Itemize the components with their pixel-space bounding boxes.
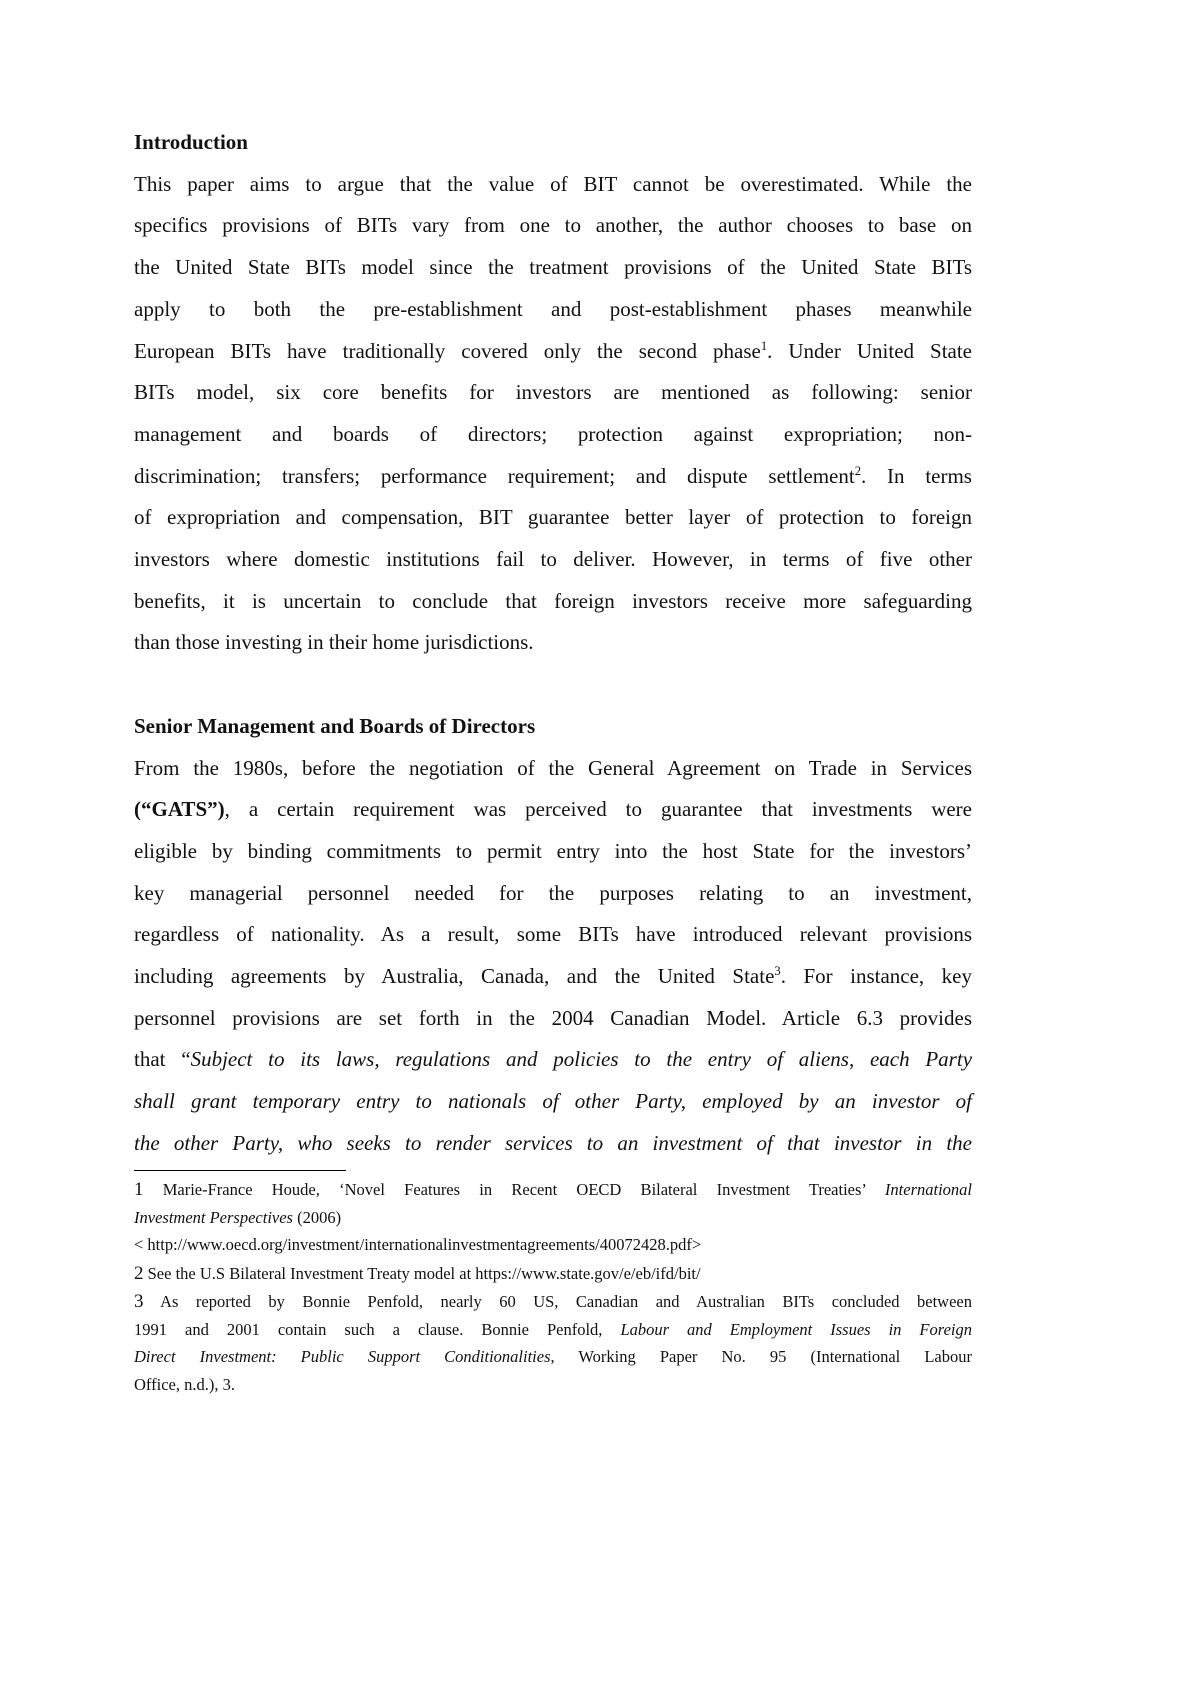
paragraph-line (134, 247, 972, 289)
text-run: investors where domestic institutions fail to deliver. However, in terms of five other (134, 547, 972, 572)
footnote-number: 3 (134, 1291, 144, 1312)
text-run: From the 1980s, before the negotiation of the General Agreement on Trade in Services (134, 755, 972, 780)
text-run: This paper aims to argue that the value of BIT cannot be overestimated. While the (134, 171, 972, 196)
paragraph-line (134, 1081, 972, 1123)
footnote-3 (134, 1288, 972, 1398)
paragraph-line (134, 998, 972, 1040)
text-run: key managerial personnel needed for the purposes relating to an investment, (134, 880, 972, 905)
text-run: Office, n.d.), 3. (134, 1374, 235, 1394)
text-run: See the U.S Bilateral Investment Treaty model at https://www.state.gov/e/eb/ifd/bit/ (143, 1263, 701, 1283)
footnote-2 (134, 1260, 972, 1288)
text-run: Labour and Employment Issues in Foreign (620, 1319, 972, 1339)
text-run: eligible by binding commitments to permit entry into the host State for the investors’ (134, 838, 972, 863)
paragraph-line (134, 331, 972, 373)
text-run: of expropriation and compensation, BIT guarantee better layer of protection to foreign (134, 505, 972, 530)
footnote-reference: 1 (760, 338, 768, 353)
text-run: apply to both the pre-establishment and post-establishment phases meanwhile (134, 296, 972, 321)
text-run: . Under United State (767, 338, 973, 363)
text-run: that “ (134, 1047, 191, 1072)
footnote-reference: 2 (854, 463, 861, 478)
text-run: European BITs have traditionally covered only the second phase (134, 338, 761, 363)
text-run: including agreements by Australia, Canada, and the United State (134, 964, 775, 989)
text-run: Investment Perspectives (134, 1207, 293, 1227)
paragraph-line (134, 164, 972, 206)
text-run: benefits, it is uncertain to conclude that foreign investors receive more safeguarding (134, 588, 972, 613)
paragraph-line (134, 414, 972, 456)
paragraph-line (134, 497, 972, 539)
paragraph-line (134, 831, 972, 873)
text-run: discrimination; transfers; performance requirement; and dispute settlement (134, 463, 855, 488)
footnote-separator (134, 1170, 346, 1171)
text-run: . In terms (861, 463, 972, 488)
footnote-number: 2 (134, 1262, 144, 1284)
text-run: Direct Investment: Public Support Conditionalities (134, 1347, 551, 1366)
text-run: BITs model, six core benefits for investors are mentioned as following: senior (134, 380, 972, 405)
footnote-line (134, 1371, 972, 1399)
text-run: < http://www.oecd.org/investment/internationalinvestmentagreements/40072428.pdf> (134, 1235, 702, 1254)
footnote-line (134, 1204, 972, 1232)
section-heading: Introduction (134, 130, 248, 154)
paragraph-line (134, 914, 972, 956)
text-run: Marie-France Houde, ‘Novel Features in Recent OECD Bilateral Investment Treaties’ (143, 1180, 885, 1199)
paragraph-line (134, 748, 972, 790)
paragraph-line (134, 873, 972, 915)
footnote-line (134, 1343, 972, 1371)
text-run: . For instance, key (780, 964, 972, 989)
footnote-line (134, 1288, 972, 1316)
text-run: International (884, 1180, 972, 1199)
document-body (134, 122, 972, 1165)
text-run: Subject to its laws, regulations and policies to the entry of aliens, each Party (190, 1047, 973, 1072)
text-run: , Working Paper No. 95 (International Labour (550, 1347, 972, 1366)
text-run: regardless of nationality. As a result, some BITs have introduced relevant provisions (134, 922, 972, 947)
paragraph-line (134, 581, 972, 623)
section-heading: Senior Management and Boards of Directors (134, 713, 536, 738)
text-run: personnel provisions are set forth in the 2004 Canadian Model. Article 6.3 provides (134, 1005, 972, 1030)
paragraph-line (134, 456, 972, 498)
text-run: 1991 and 2001 contain such a clause. Bonnie Penfold, (134, 1319, 621, 1339)
footnote-1 (134, 1176, 972, 1259)
footnote-line (134, 1231, 972, 1259)
paragraph-line (134, 372, 972, 414)
footnote-number: 1 (134, 1179, 144, 1200)
text-run: shall grant temporary entry to nationals of other Party, employed by an investor of (134, 1089, 972, 1114)
text-run: management and boards of directors; protection against expropriation; non- (134, 421, 972, 446)
text-run: the United State BITs model since the treatment provisions of the United State BITs (134, 255, 972, 280)
paragraph-line (134, 1123, 972, 1165)
text-run: the other Party, who seeks to render services to an investment of that investor in the (134, 1130, 972, 1155)
text-run: specifics provisions of BITs vary from one to another, the author chooses to base on (134, 213, 972, 238)
paragraph-line (134, 539, 972, 581)
paragraph-line (134, 1039, 972, 1081)
paragraph-line (134, 789, 972, 831)
footnotes (134, 1176, 972, 1399)
paragraph-line (134, 956, 972, 998)
text-run: , a certain requirement was perceived to guarantee that investments were (224, 797, 972, 822)
footnote-line (134, 1260, 972, 1288)
paragraph-line (134, 622, 972, 664)
footnote-reference: 3 (774, 964, 781, 979)
text-run: (2006) (292, 1207, 342, 1227)
text-run: (“GATS”) (134, 797, 225, 822)
paragraph-line (134, 289, 972, 331)
footnote-line (134, 1316, 972, 1344)
text-run: than those investing in their home jurisdictions. (134, 630, 534, 655)
footnote-line (134, 1176, 972, 1204)
paragraph-line (134, 205, 972, 247)
text-run: As reported by Bonnie Penfold, nearly 60 US, Canadian and Australian BITs concluded between (143, 1292, 972, 1311)
paragraph-gap (134, 664, 972, 706)
